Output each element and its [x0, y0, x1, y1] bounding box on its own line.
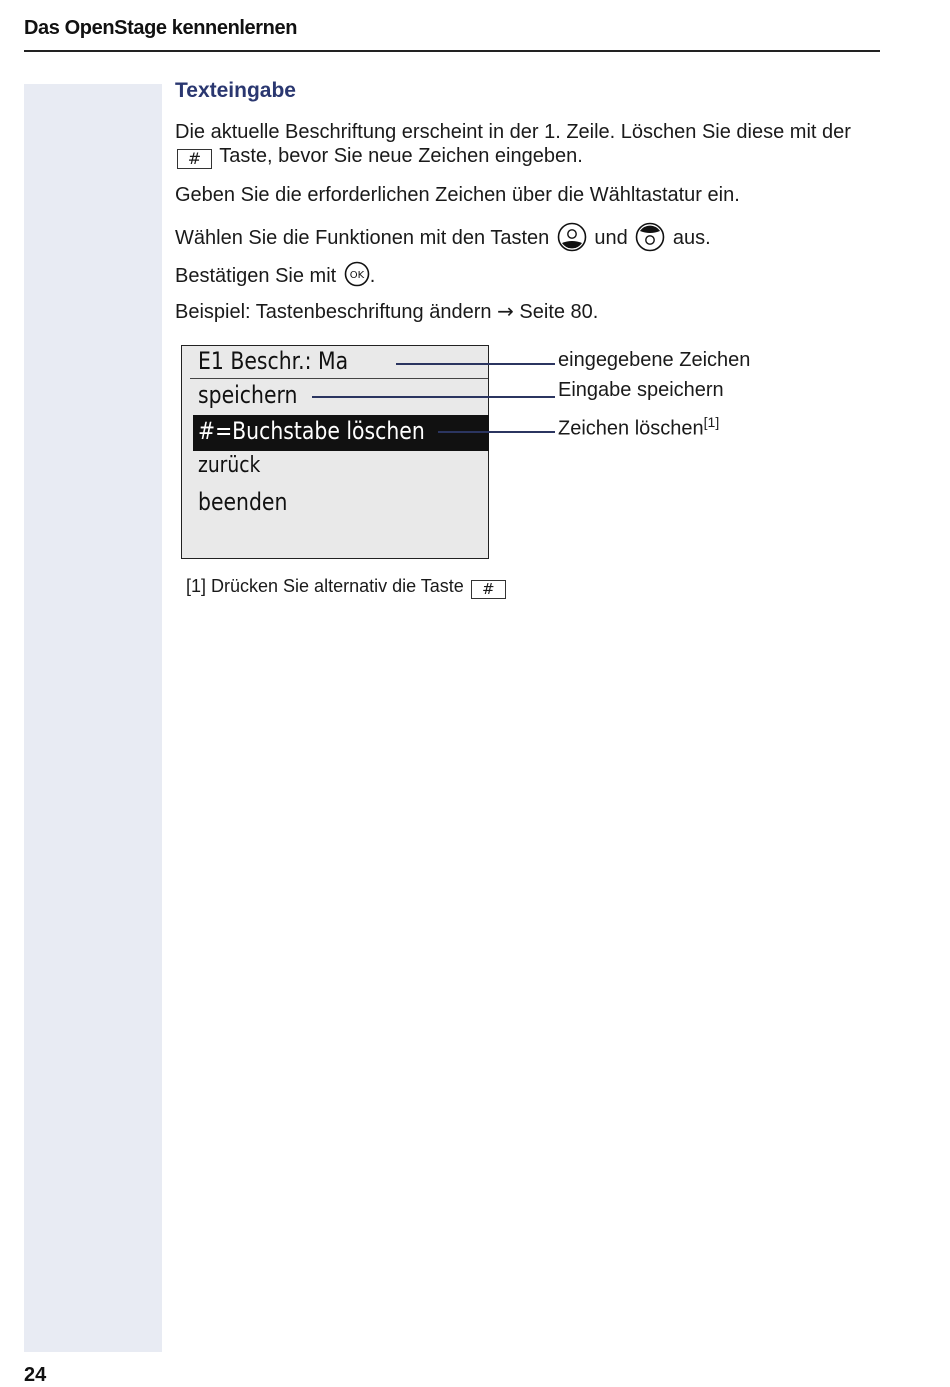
paragraph-text: . — [369, 265, 376, 287]
paragraph-text: und — [594, 227, 628, 249]
side-column — [24, 84, 162, 1352]
navigator-up-icon — [557, 222, 587, 252]
display-item-exit[interactable]: beenden — [198, 488, 288, 516]
display-item-save[interactable]: speichern — [198, 381, 298, 409]
paragraph-text: Bestätigen Sie mit — [175, 265, 337, 287]
display-item-back[interactable]: zurück — [198, 453, 261, 478]
ok-key-icon — [344, 261, 370, 287]
ok-key-label: OK — [349, 270, 364, 281]
hash-key-icon: # — [177, 149, 212, 169]
callout-line-title — [396, 363, 555, 365]
callout-label-save: Eingabe speichern — [558, 379, 724, 401]
paragraph-text: Beispiel: Tastenbeschriftung ändern — [175, 301, 492, 323]
page-number: 24 — [24, 1364, 47, 1386]
display-title: E1 Beschr.: Ma — [198, 347, 349, 375]
callout-label-delete — [558, 414, 719, 441]
callout-line-delete — [438, 431, 555, 433]
paragraph-text: Die aktuelle Beschriftung erscheint in der 1. Zeile. Löschen Sie diese mit der — [175, 121, 851, 143]
paragraph-text: aus. — [672, 227, 711, 249]
section-heading: Texteingabe — [175, 79, 296, 102]
paragraph-select-functions — [175, 222, 875, 252]
callout-line-save — [312, 396, 555, 398]
header-rule — [24, 50, 880, 52]
navigator-down-icon — [635, 222, 665, 252]
footnote-ref: [1] — [703, 414, 720, 430]
footnote — [186, 576, 508, 599]
paragraph-text: Wählen Sie die Funktionen mit den Tasten — [175, 227, 550, 249]
display-item-delete-char[interactable]: #=Buchstabe löschen — [198, 417, 425, 445]
paragraph-current-label — [175, 120, 875, 169]
callout-label-title: eingegebene Zeichen — [558, 349, 751, 371]
page-reference-link[interactable]: Seite 80. — [519, 301, 599, 323]
paragraph-text: Taste, bevor Sie neue Zeichen eingeben. — [219, 145, 583, 167]
phone-display — [181, 345, 489, 559]
paragraph-enter-chars: Geben Sie die erforderlichen Zeichen über die Wähltastatur ein. — [175, 184, 740, 206]
display-divider — [190, 378, 488, 379]
callout-label-delete-text: Zeichen löschen — [558, 417, 704, 440]
footnote-text: [1] Drücken Sie alternativ die Taste — [186, 576, 464, 596]
arrow-right-icon: → — [497, 299, 514, 323]
paragraph-confirm — [175, 261, 875, 288]
hash-key-icon: # — [471, 580, 506, 599]
header-title: Das OpenStage kennenlernen — [24, 17, 298, 39]
paragraph-example — [175, 299, 875, 324]
